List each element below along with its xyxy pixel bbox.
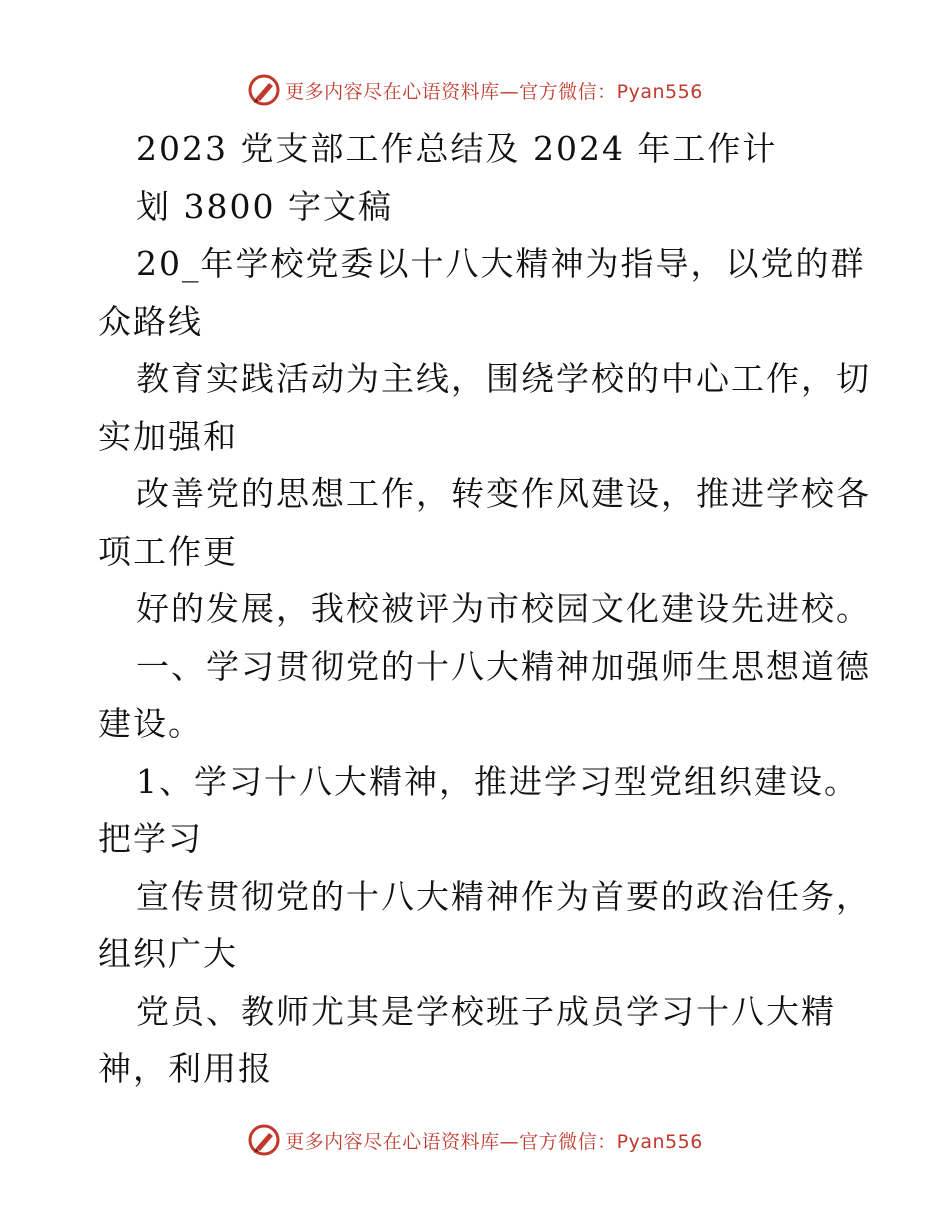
text-line: 宣传贯彻党的十八大精神作为首要的政治任务， <box>136 876 871 916</box>
text-line: 20_年学校党委以十八大精神为指导，以党的群 <box>136 244 866 283</box>
text-line: 教育实践活动为主线，围绕学校的中心工作，切 <box>136 359 871 398</box>
document-title-line-1: 2023 党支部工作总结及 2024 年工作计 <box>136 129 778 168</box>
text-line: 党员、教师尤其是学校班子成员学习十八大精 <box>136 991 836 1031</box>
text-line: 好的发展，我校被评为市校园文化建设先进校。 <box>136 589 871 628</box>
section-heading: 一、学习贯彻党的十八大精神加强师生思想道德 <box>136 646 871 686</box>
text-line: 1、学习十八大精神，推进学习型党组织建设。 <box>136 761 859 801</box>
text-line: 组织广大 <box>98 934 238 973</box>
watermark-text: 更多内容尽在心语资料库—官方微信：Pyan556 <box>285 1130 703 1153</box>
pen-logo-icon <box>247 1123 281 1157</box>
document-title-line-2: 划 3800 字文稿 <box>136 186 393 226</box>
document-body <box>98 120 871 1098</box>
text-line: 神，利用报 <box>98 1049 273 1088</box>
text-line: 众路线 <box>98 301 203 341</box>
text-line: 把学习 <box>98 819 203 858</box>
watermark-footer <box>0 1120 950 1160</box>
text-line: 实加强和 <box>98 416 238 456</box>
text-line: 改善党的思想工作，转变作风建设，推进学校各 <box>136 474 871 513</box>
text-line: 项工作更 <box>98 531 238 571</box>
watermark-text: 更多内容尽在心语资料库—官方微信：Pyan556 <box>285 80 703 103</box>
section-heading-continued: 建设。 <box>98 704 203 743</box>
pen-logo-icon <box>247 73 281 107</box>
watermark-header <box>0 70 950 110</box>
